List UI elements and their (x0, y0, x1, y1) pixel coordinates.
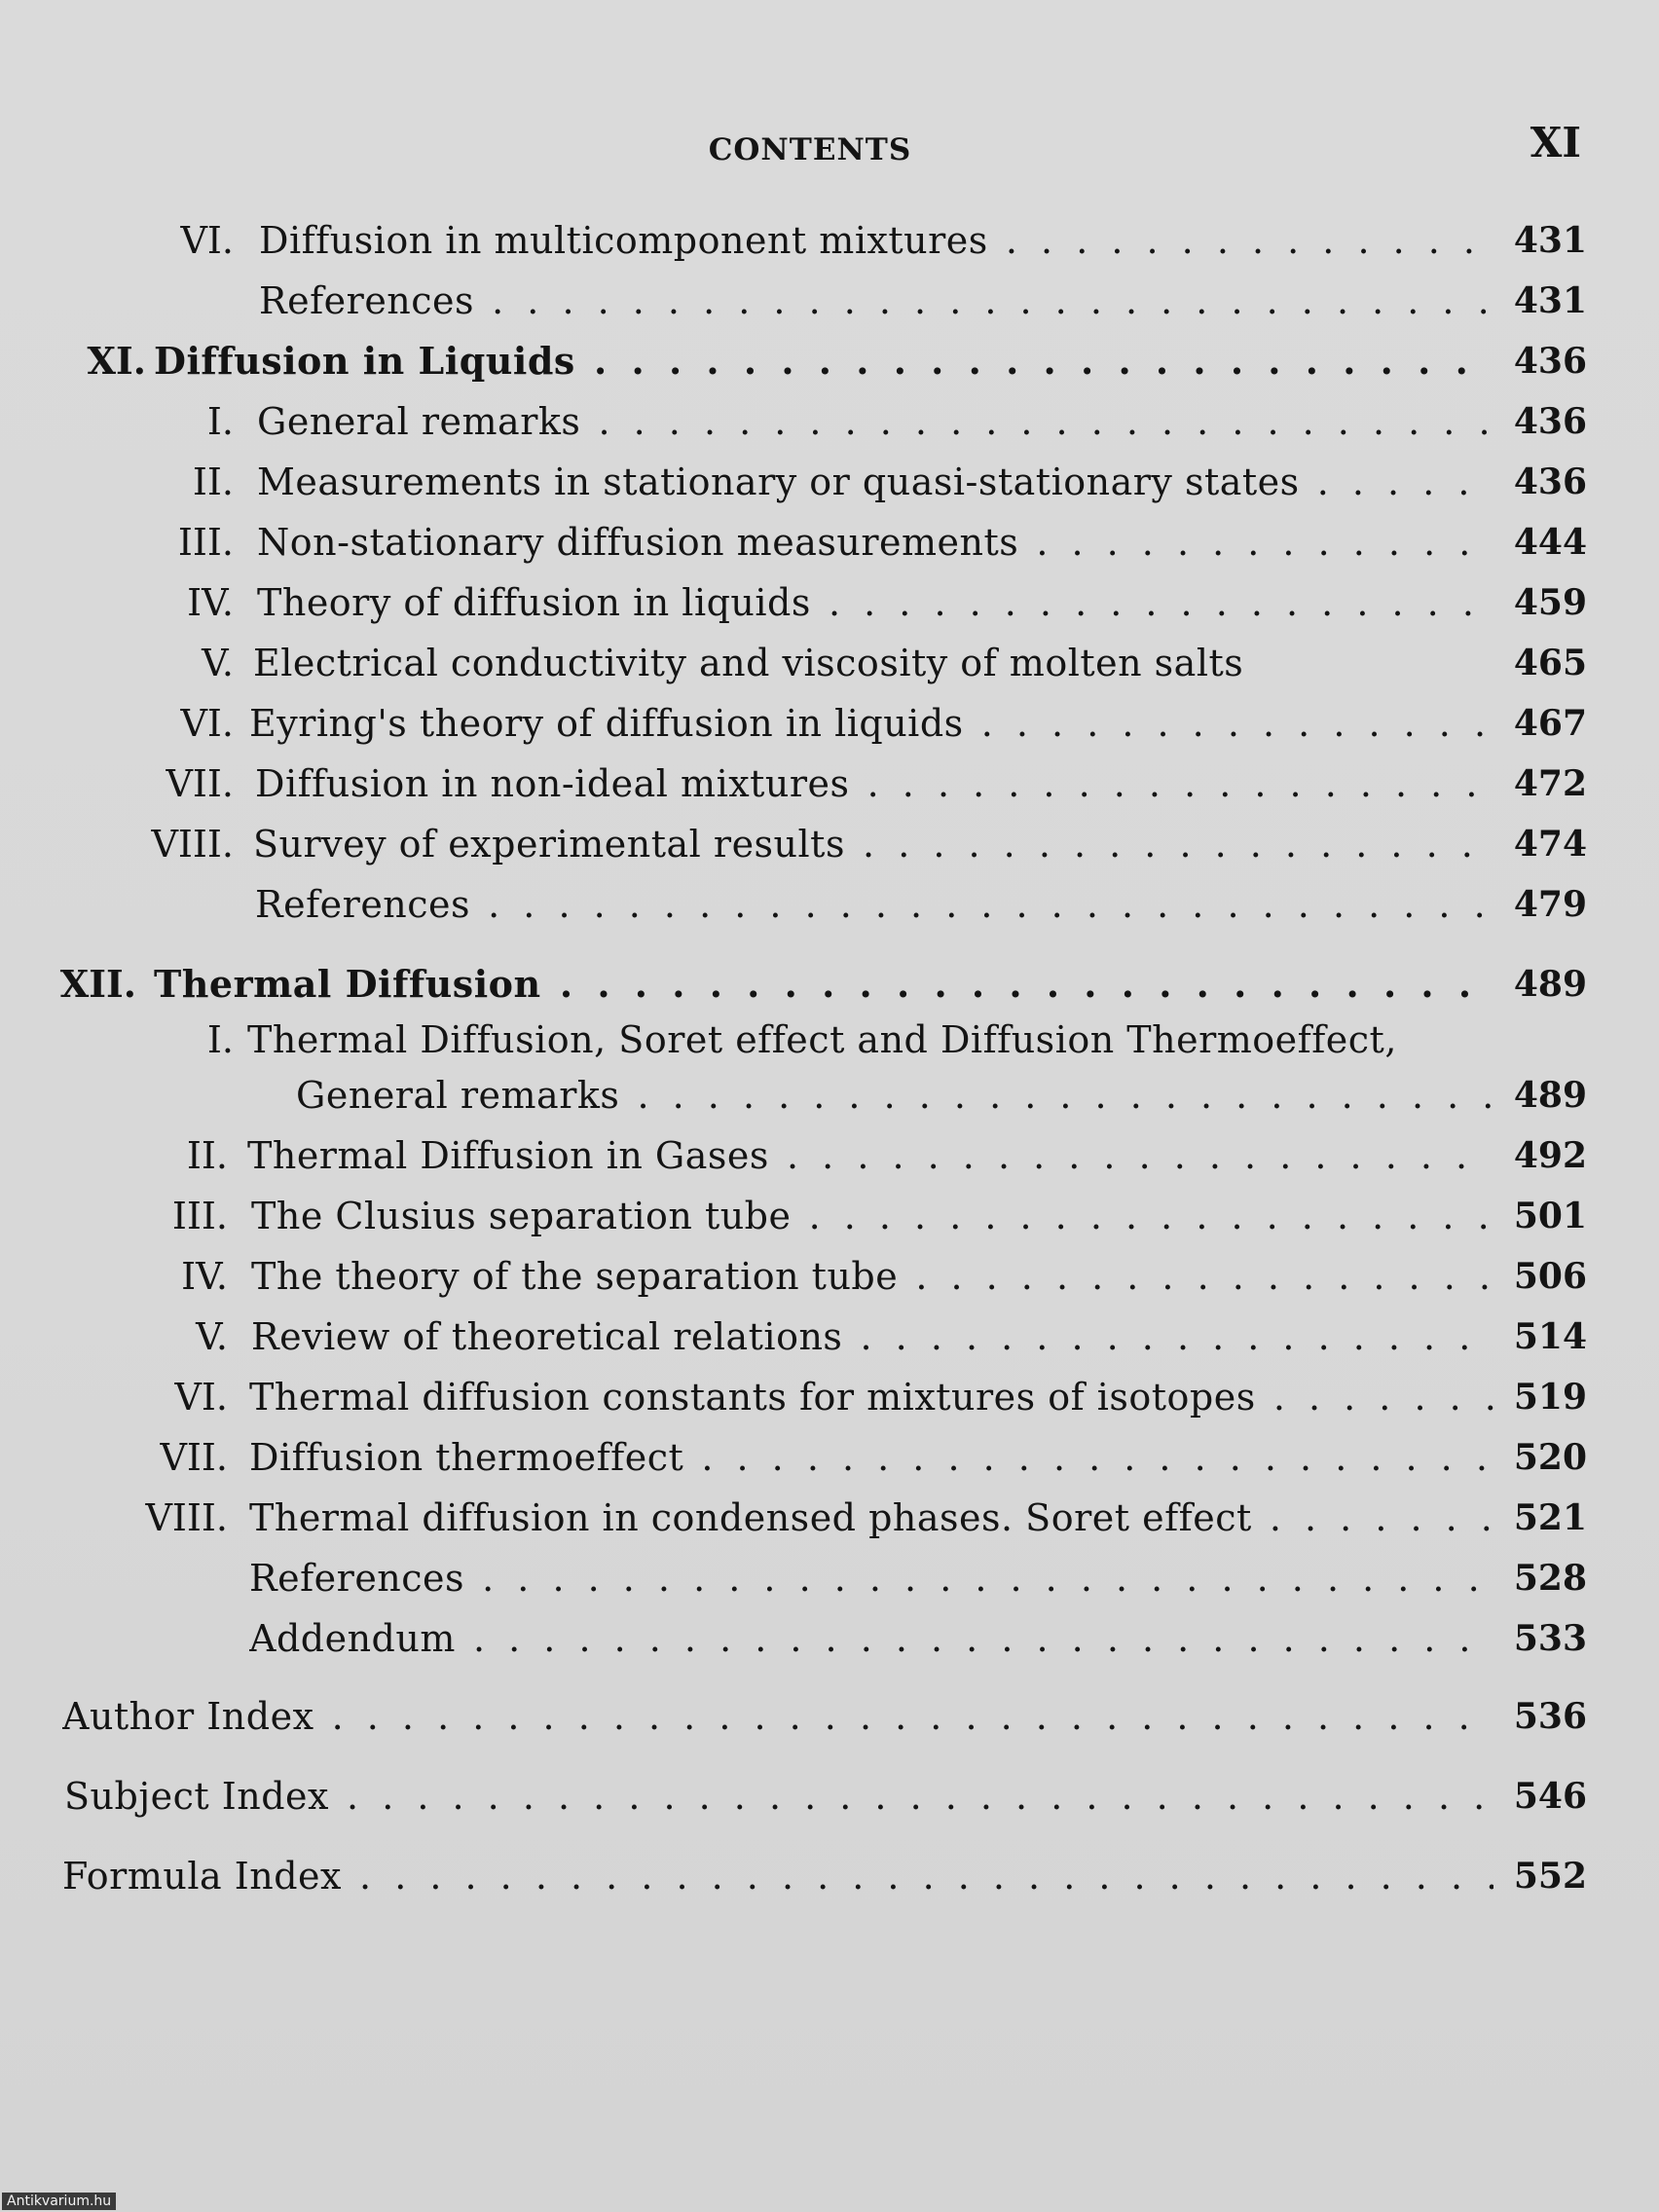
toc-entry (0, 1488, 1659, 1548)
section-number: VIII. (145, 1496, 228, 1539)
entry-title: Author Index . . . (62, 1677, 1493, 1756)
entry-page: 501 (1513, 1196, 1587, 1236)
entry-title: The theory of the separation tube . . . (251, 1246, 1493, 1307)
entry-title: Survey of experimental results . . . (253, 814, 1493, 874)
entry-page: 474 (1513, 824, 1587, 865)
toc-entry (0, 210, 1659, 271)
section-number: V. (196, 1315, 228, 1358)
section-number: VII. (160, 1436, 228, 1479)
entry-title: Non-stationary diffusion measurements . . . (257, 512, 1493, 572)
chapter-number: XII. (59, 962, 136, 1006)
entry-title: Electrical conductivity and viscosity of molten salts (253, 642, 1244, 684)
toc-entry (0, 693, 1659, 754)
entry-page: 521 (1513, 1497, 1587, 1538)
section-number: IV. (181, 1255, 228, 1298)
section-number: VI. (180, 702, 234, 745)
entry-page: 431 (1513, 220, 1587, 261)
toc-entry (0, 1014, 1659, 1065)
toc-entry (0, 754, 1659, 814)
chapter-title: Diffusion in Liquids . . . (154, 331, 1493, 391)
entry-title: References . . . (259, 271, 1493, 331)
section-number: VII. (166, 762, 234, 805)
entry-title: Addendum . . . (249, 1608, 1493, 1669)
table-of-contents (0, 210, 1659, 1916)
entry-title: Thermal Diffusion in Gases . . . (247, 1125, 1493, 1186)
section-number: III. (177, 521, 234, 564)
toc-index-entry (0, 1836, 1659, 1916)
toc-entry (0, 1246, 1659, 1307)
entry-page: 444 (1513, 522, 1587, 563)
entry-page: 514 (1513, 1316, 1587, 1357)
toc-entry (0, 512, 1659, 572)
entry-page: 459 (1513, 582, 1587, 623)
toc-entry (0, 633, 1659, 693)
entry-page: 489 (1513, 1075, 1587, 1116)
section-number: II. (192, 461, 234, 503)
toc-chapter (0, 954, 1659, 1014)
entry-title: Review of theoretical relations . . . (251, 1307, 1493, 1367)
toc-entry (0, 572, 1659, 633)
section-number: VIII. (151, 823, 234, 866)
entry-page: 431 (1513, 280, 1587, 321)
entry-title: Measurements in stationary or quasi-stationary states . . . (257, 452, 1493, 512)
entry-page: 519 (1513, 1377, 1587, 1418)
section-number: I. (206, 1018, 234, 1061)
entry-title: Subject Index . . . (64, 1756, 1493, 1836)
entry-title: Diffusion in multicomponent mixtures . . . (259, 210, 1493, 271)
toc-chapter (0, 331, 1659, 391)
entry-title: Diffusion in non-ideal mixtures . . . (255, 754, 1493, 814)
entry-title: Thermal diffusion constants for mixtures of isotopes . . . (249, 1367, 1493, 1427)
toc-entry (0, 271, 1659, 331)
page-number: XI (1530, 119, 1581, 166)
entry-page: 546 (1513, 1776, 1587, 1817)
watermark: Antikvarium.hu (2, 2193, 116, 2210)
section-number: IV. (187, 581, 234, 624)
toc-entry (0, 814, 1659, 874)
section-number: I. (206, 400, 234, 443)
toc-entry (0, 1125, 1659, 1186)
section-number: V. (202, 642, 234, 684)
toc-entry (0, 874, 1659, 935)
entry-page: 465 (1513, 643, 1587, 683)
toc-entry (0, 1065, 1659, 1125)
entry-page: 467 (1513, 703, 1587, 744)
running-title: CONTENTS (708, 132, 912, 167)
toc-entry (0, 1427, 1659, 1488)
toc-index-entry (0, 1677, 1659, 1756)
entry-title: General remarks . . . (257, 391, 1493, 452)
entry-title: Thermal Diffusion, Soret effect and Diffusion Thermoeffect, (247, 1018, 1397, 1061)
entry-page: 533 (1513, 1618, 1587, 1659)
toc-entry (0, 391, 1659, 452)
chapter-number: XI. (87, 339, 146, 383)
entry-title: References . . . (255, 874, 1493, 935)
entry-page: 436 (1513, 461, 1587, 502)
entry-page: 436 (1513, 401, 1587, 442)
chapter-title: Thermal Diffusion . . . (154, 954, 1493, 1014)
section-number: VI. (174, 1376, 228, 1419)
entry-page: 479 (1513, 884, 1587, 925)
toc-entry (0, 1548, 1659, 1608)
toc-entry (0, 1608, 1659, 1669)
toc-entry (0, 1307, 1659, 1367)
entry-title: References . . . (249, 1548, 1493, 1608)
entry-page: 520 (1513, 1437, 1587, 1478)
section-number: III. (171, 1195, 228, 1237)
entry-page: 528 (1513, 1558, 1587, 1599)
toc-entry (0, 1367, 1659, 1427)
entry-page: 506 (1513, 1256, 1587, 1297)
entry-page: 492 (1513, 1135, 1587, 1176)
section-number: II. (186, 1134, 228, 1177)
entry-title: Formula Index . . . (62, 1836, 1493, 1916)
entry-page: 436 (1513, 341, 1587, 382)
entry-title: The Clusius separation tube . . . (251, 1186, 1493, 1246)
entry-page: 536 (1513, 1696, 1587, 1737)
entry-title: Diffusion thermoeffect . . . (249, 1427, 1493, 1488)
entry-page: 552 (1513, 1856, 1587, 1897)
entry-page: 472 (1513, 763, 1587, 804)
toc-entry (0, 1186, 1659, 1246)
entry-title: Eyring's theory of diffusion in liquids . . . (249, 693, 1493, 754)
entry-title: General remarks . . . (296, 1065, 1493, 1125)
section-number: VI. (180, 219, 234, 262)
entry-page: 489 (1513, 964, 1587, 1005)
toc-entry (0, 452, 1659, 512)
entry-title: Theory of diffusion in liquids . . . (257, 572, 1493, 633)
entry-title: Thermal diffusion in condensed phases. Soret effect . . . (249, 1488, 1493, 1548)
toc-index-entry (0, 1756, 1659, 1836)
